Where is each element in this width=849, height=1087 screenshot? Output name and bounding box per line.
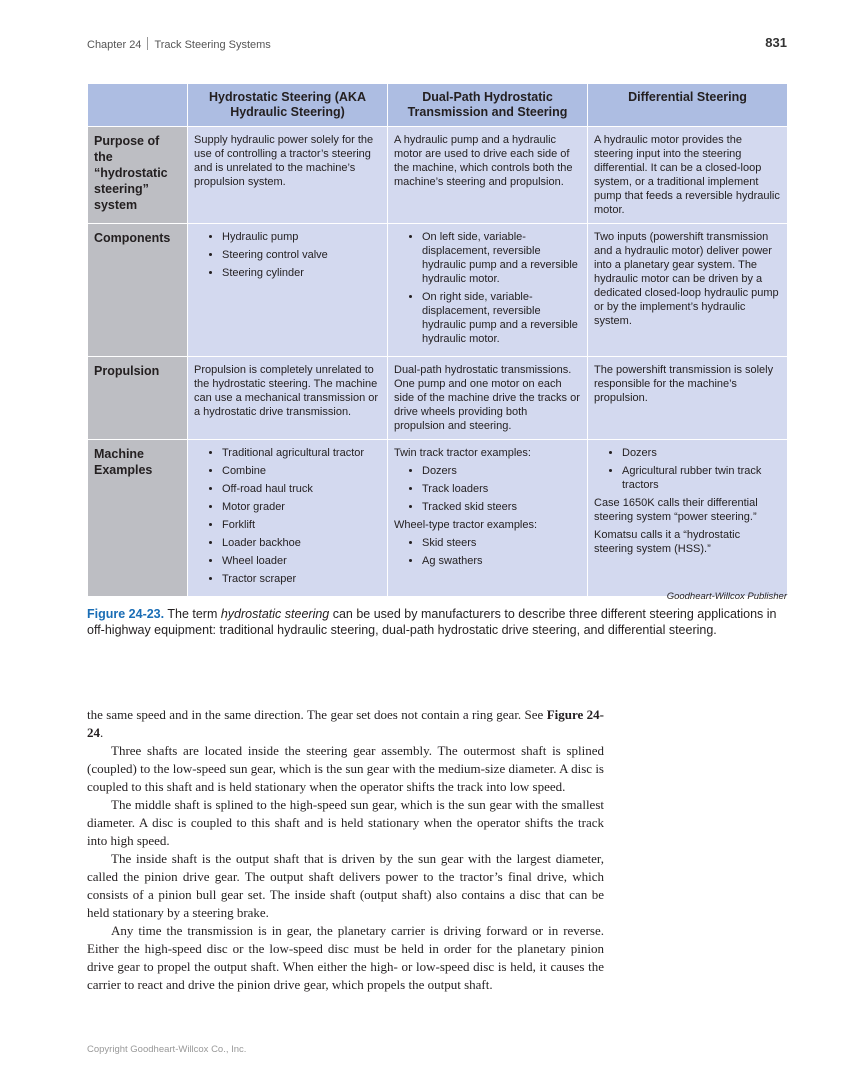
paragraph: Three shafts are located inside the steering gear assembly. The outermost shaft is splined (coupled) to the low-speed sun gear, which is the sun gear with the medium-size diameter. A disc is coupled to this shaft and is held stationary when the operator shifts the track into low speed.: [87, 743, 604, 794]
paragraph: [87, 706, 604, 742]
table-row: [88, 224, 788, 357]
table-cell: [388, 224, 588, 357]
column-header: Dual-Path Hydrostatic Transmission and Steering: [388, 84, 588, 127]
list-item: • On right side, variable-displacement, reversible hydraulic pump and a reversible hydraulic motor.: [422, 290, 581, 346]
list-item: • Traditional agricultural tractor: [222, 446, 381, 460]
figure-caption: [87, 606, 787, 638]
list-item: • Agricultural rubber twin track tractors: [622, 464, 781, 492]
cell-paragraph: Case 1650K calls their differential steering system “power steering.”: [594, 497, 758, 523]
table-cell: [388, 440, 588, 597]
table-cell: A hydraulic pump and a hydraulic motor are used to drive each side of the machine, which controls both the machine’s steering and propulsion.: [388, 127, 588, 224]
list-item: • Wheel loader: [222, 554, 381, 568]
list-item: • Skid steers: [422, 536, 581, 550]
copyright-footer: Copyright Goodheart-Willcox Co., Inc.: [87, 1044, 247, 1055]
chapter-title: Track Steering Systems: [154, 39, 271, 51]
text: the same speed and in the same direction. The gear set does not contain a ring gear. See: [87, 707, 547, 722]
table-header-row: [88, 84, 788, 127]
divider: [147, 37, 148, 50]
table-cell: Propulsion is completely unrelated to the hydrostatic steering. The machine can use a mechanical transmission or a hydrostatic drive transmission.: [188, 357, 388, 440]
list-item: • Combine: [222, 464, 381, 478]
row-label: Machine Examples: [88, 440, 188, 597]
body-text: [87, 706, 604, 994]
list-item: • Tracked skid steers: [422, 500, 581, 514]
list-item: • Steering cylinder: [222, 266, 381, 280]
table-cell: The powershift transmission is solely responsible for the machine’s propulsion.: [588, 357, 788, 440]
list-item: • Hydraulic pump: [222, 230, 381, 244]
figure-credit: Goodheart-Willcox Publisher: [666, 591, 787, 602]
figure-label: Figure 24-23.: [87, 607, 165, 621]
table-row: [88, 127, 788, 224]
list-item: • Off-road haul truck: [222, 482, 381, 496]
caption-text: The term: [164, 607, 221, 621]
paragraph: Any time the transmission is in gear, the planetary carrier is driving forward or in reverse. Either the high-speed disc or the low-speed disc must be held in order for the planetary pinion drive gear to propel the output shaft. When either the high- or low-speed disc is held, it causes the carrier to react and drive the pinion drive gear, which propels the output shaft.: [87, 923, 604, 992]
list-item: • Tractor scraper: [222, 572, 381, 586]
running-header: [87, 37, 271, 51]
list-item: • Forklift: [222, 518, 381, 532]
sublist-label: Wheel-type tractor examples:: [394, 519, 538, 531]
steering-comparison-table: [87, 83, 788, 597]
column-header: Hydrostatic Steering (AKA Hydraulic Steering): [188, 84, 388, 127]
table-row: [88, 440, 788, 597]
table-cell: Dual-path hydrostatic transmissions. One pump and one motor on each side of the machine drive the tracks or drive wheels providing both propulsion and steering.: [388, 357, 588, 440]
paragraph: The inside shaft is the output shaft that is driven by the sun gear with the largest diameter, called the pinion drive gear. The output shaft delivers power to the tractor’s final drive, which consists of a pinion bull gear set. The inside shaft (output shaft) also contains a disc that can be held stationary by a steering brake.: [87, 851, 604, 920]
column-header: Differential Steering: [588, 84, 788, 127]
table-cell: [588, 440, 788, 597]
row-label: Propulsion: [88, 357, 188, 440]
cell-paragraph: Komatsu calls it a “hydrostatic steering system (HSS).”: [594, 529, 741, 555]
list-item: • Ag swathers: [422, 554, 581, 568]
list-item: • Track loaders: [422, 482, 581, 496]
list-item: • Loader backhoe: [222, 536, 381, 550]
corner-cell: [88, 84, 188, 127]
caption-text: can be used by manufacturers to describe three different steering applications in off-highway equipment: traditional hydraulic steering, dual-path hydrostatic drive steering, and differential steering.: [87, 607, 777, 637]
figure-reference: Figure 24-24: [87, 707, 604, 740]
list-item: • Motor grader: [222, 500, 381, 514]
table-cell: Supply hydraulic power solely for the use of controlling a tractor’s steering and is unrelated to the machine’s propulsion system.: [188, 127, 388, 224]
sublist-label: Twin track tractor examples:: [394, 447, 531, 459]
table-cell: [188, 440, 388, 597]
caption-emphasis: hydrostatic steering: [220, 607, 330, 621]
chapter-label: Chapter 24: [87, 39, 142, 51]
list-item: • On left side, variable-displacement, reversible hydraulic pump and a reversible hydraulic motor.: [422, 230, 581, 286]
table-cell: A hydraulic motor provides the steering input into the steering differential. It can be a closed-loop system, or a traditional implement pump that feeds a reversible hydraulic motor.: [588, 127, 788, 224]
paragraph: The middle shaft is splined to the high-speed sun gear, which is the sun gear with the smallest diameter. A disc is coupled to this shaft and is held stationary when the operator shifts the track into high speed.: [87, 797, 604, 848]
list-item: • Dozers: [422, 464, 581, 478]
list-item: • Dozers: [622, 446, 781, 460]
table-cell: [188, 224, 388, 357]
table-cell: Two inputs (powershift transmission and a hydraulic motor) deliver power into a planetary gear system. The hydraulic motor can be driven by a dedicated closed-loop hydraulic pump or by the implement’s hydraulic system.: [588, 224, 788, 357]
list-item: • Steering control valve: [222, 248, 381, 262]
table-row: [88, 357, 788, 440]
row-label: Components: [88, 224, 188, 357]
page-number: 831: [765, 35, 787, 50]
text: .: [100, 725, 104, 740]
row-label: Purpose of the “hydrostatic steering” system: [88, 127, 188, 224]
